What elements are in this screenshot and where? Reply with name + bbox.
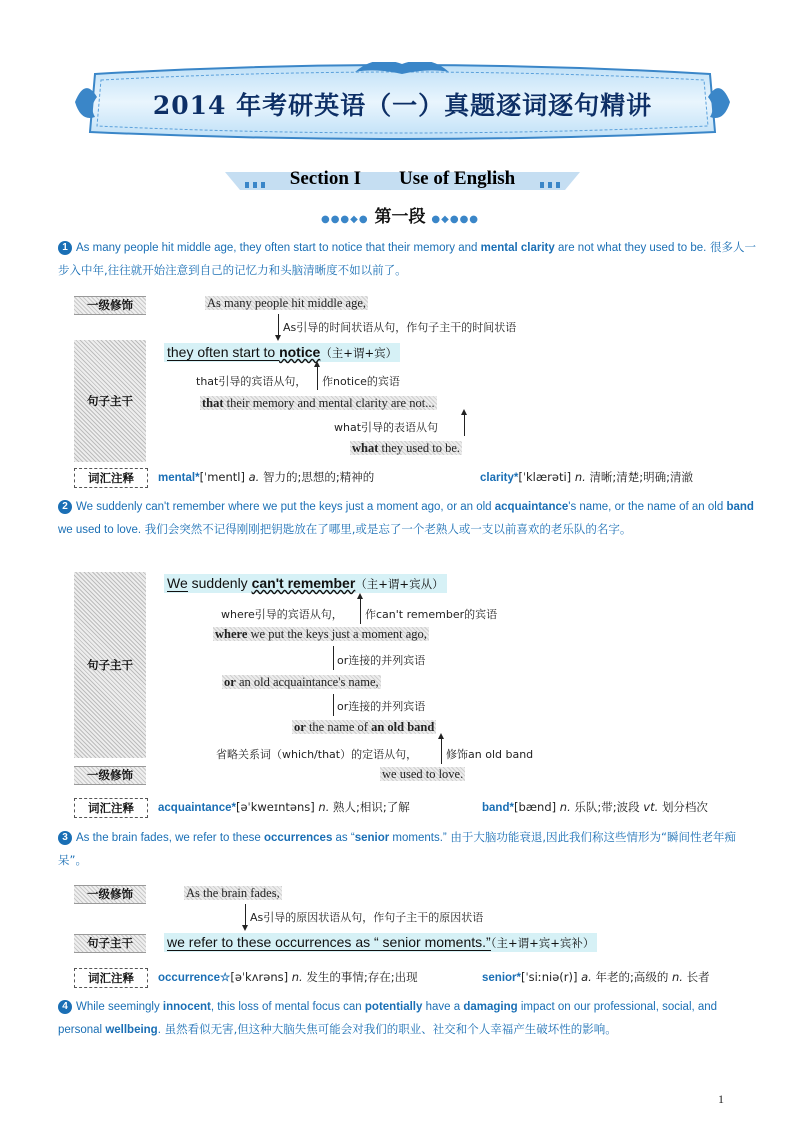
vocab-definition: 智力的;思想的;精神的 xyxy=(262,470,375,484)
vocab-word: mental xyxy=(158,472,196,484)
clause-connector: what xyxy=(352,441,379,455)
sentence-text: moments.” xyxy=(389,832,447,844)
tag-first-modifier: 一级修饰 xyxy=(74,296,146,315)
vocab-pos: n. xyxy=(291,970,303,984)
vocab-pos: n. xyxy=(672,970,683,984)
sentence-trunk xyxy=(164,574,447,593)
clause-connector: or xyxy=(224,675,236,689)
keyword: damaging xyxy=(463,1001,518,1013)
paragraph-title-text: 第一段 xyxy=(374,207,426,227)
sentence-text: as “ xyxy=(332,832,355,844)
paragraph-title xyxy=(300,202,500,227)
vocab-word: clarity xyxy=(480,472,514,484)
vocab-entry: band*[bænd] n. 乐队;带;波段 vt. 划分档次 xyxy=(482,800,708,814)
sentence-text: have a xyxy=(422,1001,464,1013)
sentence-text: As the brain fades, we refer to these xyxy=(76,832,264,844)
keyword: acquaintance xyxy=(494,501,569,513)
annotation: 作notice的宾语 xyxy=(322,375,400,388)
vocab-phonetic: [ˈklærəti] xyxy=(518,470,572,484)
tag-sentence-trunk: 句子主干 xyxy=(74,934,146,953)
subject: we xyxy=(167,934,185,950)
vocab-entry: occurrence☆[əˈkʌrəns] n. 发生的事情;存在;出现 xyxy=(158,970,418,984)
tag-vocabulary: 词汇注释 xyxy=(74,798,148,818)
connector-line xyxy=(333,694,334,716)
annotation: what引导的表语从句 xyxy=(334,421,439,434)
section-title: Section I Use of English xyxy=(289,168,516,189)
sentence-trunk xyxy=(164,933,597,952)
adverb: suddenly xyxy=(187,575,252,591)
keyword: potentially xyxy=(364,1001,423,1013)
sentence-text: , this loss of mental focus can xyxy=(210,1001,365,1013)
connector-line xyxy=(333,646,334,670)
annotation: 修饰an old band xyxy=(446,748,534,761)
arrow-down xyxy=(245,904,246,926)
vocab-pos: vt. xyxy=(643,800,659,814)
tag-sentence-trunk: 句子主干 xyxy=(74,340,146,462)
clause-connector: where xyxy=(215,627,248,641)
sentence-text: 's name, or the name of an old xyxy=(568,501,727,513)
sentence-translation: 我们会突然不记得刚刚把钥匙放在了哪里,或是忘了一个老熟人或一支以前喜欢的老乐队的名字。 xyxy=(141,522,632,536)
keyword: innocent xyxy=(162,1001,211,1013)
subject: they xyxy=(167,344,194,360)
structure-note: （主+谓+宾+宾补） xyxy=(490,936,595,950)
sentence-4 xyxy=(58,996,758,1041)
sentence-translation: 很多人一步入中年,往往就开始注意到自己的记忆力和头脑清晰度不如以前了。 xyxy=(58,240,756,277)
sentence-number: 2 xyxy=(58,500,72,514)
modifier-clause xyxy=(184,886,282,901)
predicate: often start to xyxy=(193,344,280,360)
predicate-object: refer to these occurrences xyxy=(184,934,352,950)
arrow-up xyxy=(441,738,442,764)
vocab-phonetic: [əˈkweɪntəns] xyxy=(235,800,315,814)
annotation: 作can't remember的宾语 xyxy=(365,608,498,621)
page-number: 1 xyxy=(718,1092,724,1106)
clause-text: they used to be. xyxy=(378,441,460,455)
clause-text: As many people hit middle age, xyxy=(207,296,366,310)
clause-line xyxy=(213,627,429,642)
vocab-word: senior xyxy=(482,972,517,984)
sentence-number: 3 xyxy=(58,831,72,845)
structure-note: （主+谓+宾从） xyxy=(355,577,444,591)
tag-first-modifier: 一级修饰 xyxy=(74,885,146,904)
clause-text: As the brain fades, xyxy=(186,886,280,900)
annotation: As引导的时间状语从句，作句子主干的时间状语 xyxy=(283,321,517,334)
vocab-word: band xyxy=(482,802,510,814)
clause-text: the name of xyxy=(305,720,372,734)
sentence-2 xyxy=(58,496,758,541)
clause-line xyxy=(200,396,437,411)
structure-note: （主+谓+宾） xyxy=(320,346,398,360)
annotation: or连接的并列宾语 xyxy=(337,654,426,667)
annotation: that引导的宾语从句， xyxy=(196,375,307,388)
modifier-clause xyxy=(205,296,368,311)
vocab-definition: 划分档次 xyxy=(661,800,708,814)
sentence-3 xyxy=(58,826,758,872)
sentence-trunk xyxy=(164,343,400,362)
vocab-definition: 熟人;相识;了解 xyxy=(333,800,410,814)
vocab-pos: a. xyxy=(248,470,260,484)
vocab-entry: acquaintance*[əˈkweɪntəns] n. 熟人;相识;了解 xyxy=(158,800,410,814)
vocab-pos: a. xyxy=(581,970,592,984)
sentence-text: While seemingly xyxy=(76,1001,163,1013)
clause-text: we put the keys just a moment ago, xyxy=(247,627,427,641)
keyword: senior xyxy=(354,832,390,844)
vocab-definition: 长者 xyxy=(686,970,710,984)
clause-text: we used to love. xyxy=(382,767,464,781)
vocab-word: acquaintance xyxy=(158,802,232,814)
keyword: wellbeing xyxy=(105,1024,158,1036)
subject: We xyxy=(167,575,188,591)
tag-vocabulary: 词汇注释 xyxy=(74,968,148,988)
sentence-text: As many people hit middle age, they often start to notice that their memory and xyxy=(76,242,481,254)
vocab-phonetic: [bænd] xyxy=(513,800,557,814)
keyword: band xyxy=(726,501,754,513)
annotation: or连接的并列宾语 xyxy=(337,700,426,713)
sentence-text: we used to love. xyxy=(58,524,142,536)
annotation: 省略关系词（which/that）的定语从句， xyxy=(216,748,418,761)
keyword: occurrences xyxy=(263,832,333,844)
vocab-entry: senior*[ˈsiːniə(r)] a. 年老的;高级的 n. 长者 xyxy=(482,970,710,984)
clause-line xyxy=(292,720,436,735)
vocab-phonetic: [ˈsiːniə(r)] xyxy=(521,970,578,984)
tag-first-modifier: 一级修饰 xyxy=(74,766,146,785)
vocab-phonetic: [əˈkʌrəns] xyxy=(230,970,289,984)
keyword: mental clarity xyxy=(480,242,555,254)
decor-dots-left: ●●●◆● xyxy=(320,214,369,225)
annotation: where引导的宾语从句， xyxy=(221,608,343,621)
sentence-text: We suddenly can't remember where we put the keys just a moment ago, or an old xyxy=(76,501,495,513)
predicate: can't remember xyxy=(251,575,356,591)
sentence-number: 4 xyxy=(58,1000,72,1014)
sentence-translation: 虽然看似无害,但这种大脑失焦可能会对我们的职业、社交和个人幸福产生破坏性的影响。 xyxy=(160,1022,617,1036)
sentence-number: 1 xyxy=(58,241,72,255)
object: notice xyxy=(279,344,321,360)
arrow-up xyxy=(317,366,318,390)
clause-line xyxy=(222,675,381,690)
sentence-text: impact on our professional, social, and personal xyxy=(58,1001,718,1036)
vocab-definition: 乐队;带;波段 xyxy=(574,800,640,814)
sentence-1 xyxy=(58,236,758,282)
arrow-up xyxy=(360,598,361,624)
vocab-phonetic: [ˈmentl] xyxy=(199,470,245,484)
arrow-up xyxy=(464,414,465,436)
clause-line xyxy=(350,441,462,456)
clause-text: an old acquaintance's name, xyxy=(235,675,379,689)
vocab-pos: n. xyxy=(574,470,586,484)
vocab-pos: n. xyxy=(559,800,571,814)
modified-noun: an old band xyxy=(371,720,435,734)
tag-vocabulary: 词汇注释 xyxy=(74,468,148,488)
sentence-text: are not what they used to be. xyxy=(554,242,707,254)
decor-dots-right: ●◆●●● xyxy=(431,214,480,225)
clause-text: their memory and mental clarity are not... xyxy=(223,396,435,410)
object-complement: as “ senior moments.” xyxy=(351,934,491,950)
vocab-entry: mental*[ˈmentl] a. 智力的;思想的;精神的 xyxy=(158,470,375,484)
vocab-definition: 清晰;清楚;明确;清澈 xyxy=(589,470,694,484)
annotation: As引导的原因状语从句，作句子主干的原因状语 xyxy=(250,911,484,924)
vocab-pos: n. xyxy=(318,800,330,814)
clause-connector: or xyxy=(294,720,306,734)
tag-sentence-trunk: 句子主干 xyxy=(74,572,146,758)
vocab-entry: clarity*[ˈklærəti] n. 清晰;清楚;明确;清澈 xyxy=(480,470,694,484)
page-title: 2014 年考研英语（一）真题逐词逐句精讲 xyxy=(152,91,653,120)
arrow-down xyxy=(278,314,279,336)
vocab-word: occurrence xyxy=(158,972,221,984)
clause-connector: that xyxy=(202,396,224,410)
vocab-definition: 年老的;高级的 xyxy=(595,970,669,984)
vocab-definition: 发生的事情;存在;出现 xyxy=(306,970,418,984)
sentence-translation: 由于大脑功能衰退,因此我们称这些情形为“瞬间性老年痴呆”。 xyxy=(58,830,737,867)
clause-line xyxy=(380,767,465,782)
sentence-text: . xyxy=(157,1024,161,1036)
